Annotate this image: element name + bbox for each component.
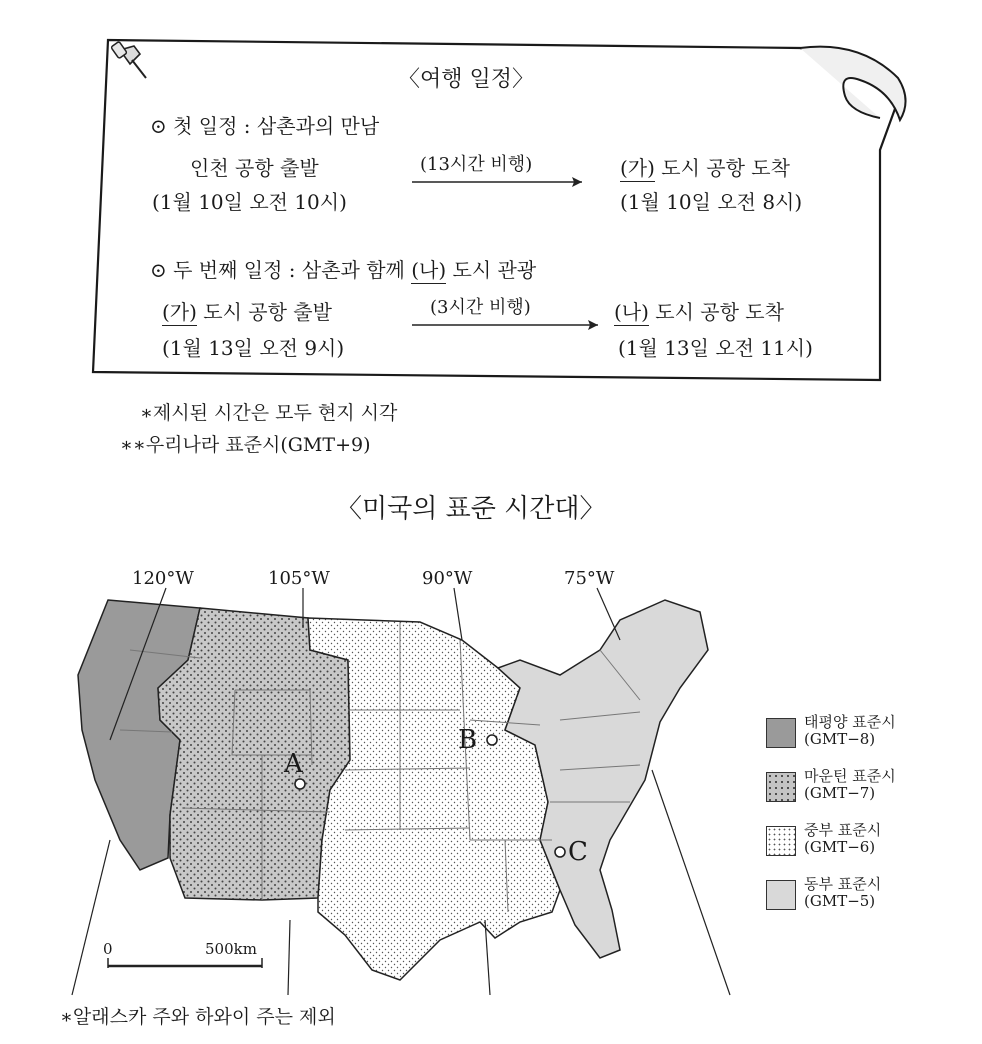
note-card <box>0 0 982 400</box>
second-arrive: (나) 도시 공항 도착 <box>614 300 784 324</box>
second-schedule-header: ⊙ 두 번째 일정 : 삼촌과 함께 (나) 도시 관광 <box>150 258 537 282</box>
scale-bar <box>103 940 262 968</box>
second-depart: (가) 도시 공항 출발 <box>162 300 332 324</box>
first-depart: 인천 공항 출발 <box>190 156 319 180</box>
point-c-label: C <box>568 837 588 867</box>
place-ga-mark: (가) <box>620 156 655 180</box>
footnote-korea-time: ∗∗우리나라 표준시(GMT+9) <box>120 434 371 456</box>
legend-mountain: 마운틴 표준시 (GMT−7) <box>804 767 896 802</box>
meridian-120w: 120°W <box>132 568 194 589</box>
second-flight-duration: (3시간 비행) <box>430 297 531 318</box>
legend-swatch-eastern <box>766 880 796 910</box>
second-depart-time: (1월 13일 오전 9시) <box>162 336 345 360</box>
first-schedule-header: ⊙ 첫 일정 : 삼촌과의 만남 <box>150 114 380 138</box>
scale-label: 500km <box>205 940 257 958</box>
map-footnote: ∗알래스카 주와 하와이 주는 제외 <box>60 1006 336 1028</box>
second-arrive-time: (1월 13일 오전 11시) <box>618 336 813 360</box>
footnote-local-time: ∗제시된 시간은 모두 현지 시각 <box>140 402 398 424</box>
place-na-mark: (나) <box>411 258 447 282</box>
point-a-marker <box>295 779 305 789</box>
meridian-90w: 90°W <box>422 568 473 589</box>
legend-swatch-central <box>766 826 796 856</box>
legend-eastern: 동부 표준시 (GMT−5) <box>804 875 882 910</box>
itinerary-title: 〈여행 일정〉 <box>398 67 535 92</box>
point-a-label: A <box>284 749 303 779</box>
point-b-label: B <box>458 725 478 755</box>
first-flight-duration: (13시간 비행) <box>420 154 533 175</box>
legend-central: 중부 표준시 (GMT−6) <box>804 821 882 856</box>
first-depart-time: (1월 10일 오전 10시) <box>152 190 347 214</box>
point-b-marker <box>487 735 497 745</box>
legend-swatch-pacific <box>766 718 796 748</box>
first-arrive-time: (1월 10일 오전 8시) <box>620 190 803 214</box>
meridian-75w: 75°W <box>564 568 615 589</box>
legend-pacific: 태평양 표준시 (GMT−8) <box>804 713 896 748</box>
first-arrive: (가) 도시 공항 도착 <box>620 156 790 180</box>
scale-zero: 0 <box>103 940 113 958</box>
point-c-marker <box>555 847 565 857</box>
legend-swatch-mountain <box>766 772 796 802</box>
map-title: 〈미국의 표준 시간대〉 <box>336 494 606 524</box>
meridian-105w: 105°W <box>268 568 330 589</box>
